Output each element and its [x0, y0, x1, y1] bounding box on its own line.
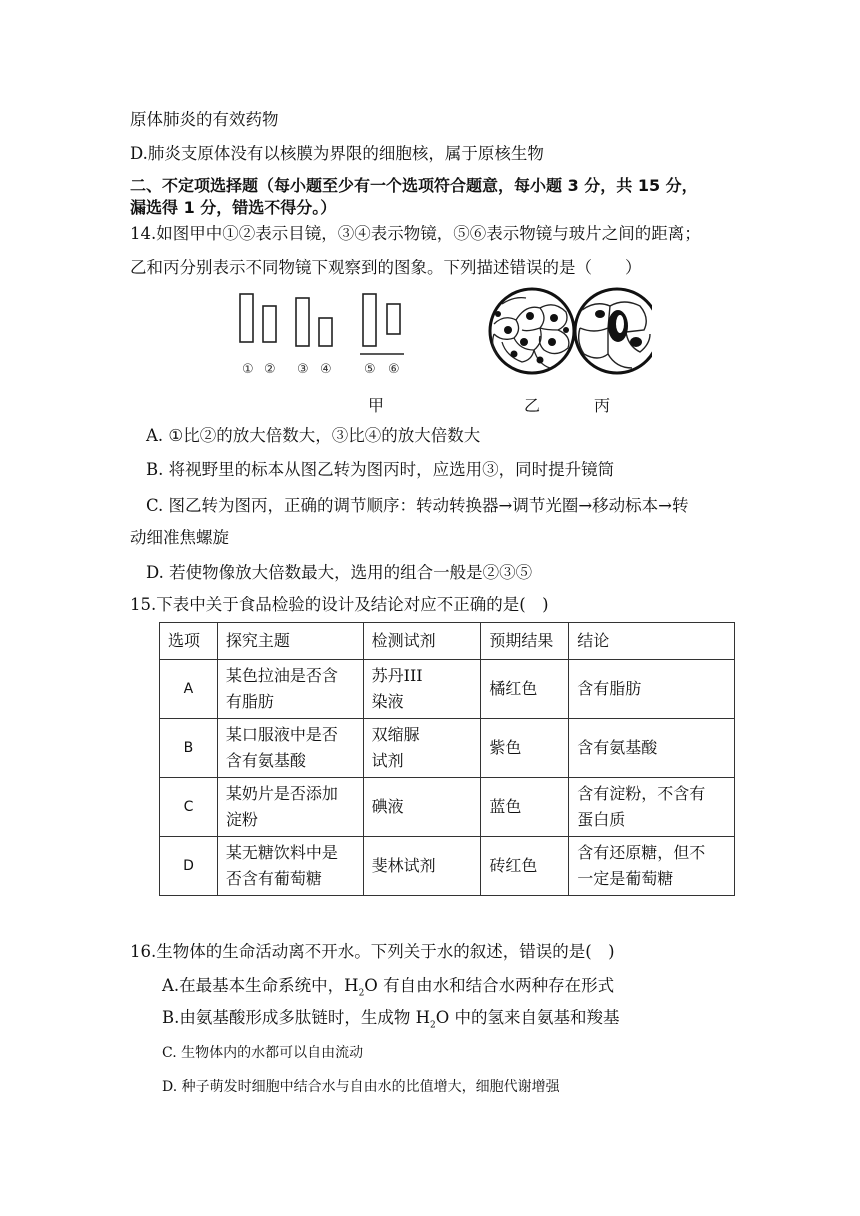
- row-conclusion: 含有淀粉，不含有 蛋白质: [569, 778, 735, 837]
- section-heading-cont: 漏选得 1 分，错选不得分。）: [130, 198, 337, 217]
- lens-label: ①: [242, 362, 254, 377]
- table-header: 检测试剂: [363, 623, 481, 660]
- objective-distance-diagram: [360, 294, 404, 354]
- table-row: [160, 660, 735, 719]
- field-of-view-bing: [575, 289, 652, 373]
- row-reagent: 斐林试剂: [363, 837, 481, 896]
- row-reagent: 双缩脲 试剂: [363, 719, 481, 778]
- q14-option-c: C. 图乙转为图丙，正确的调节顺序：转动转换器→调节光圈→移动标本→转: [146, 496, 689, 515]
- row-result: 蓝色: [481, 778, 569, 837]
- row-topic: 某无糖饮料中是 否含有葡萄糖: [217, 837, 363, 896]
- q14-stem: 14.如图甲中①②表示目镜，③④表示物镜，⑤⑥表示物镜与玻片之间的距离；: [130, 224, 701, 243]
- microscope-figure: [232, 284, 652, 420]
- q16-option-d: D. 种子萌发时细胞中结合水与自由水的比值增大，细胞代谢增强: [162, 1079, 560, 1095]
- row-reagent: 碘液: [363, 778, 481, 837]
- table-row: [160, 778, 735, 837]
- row-reagent: 苏丹III 染液: [363, 660, 481, 719]
- table-row: [160, 719, 735, 778]
- q14-stem-cont: 乙和丙分别表示不同物镜下观察到的图象。下列描述错误的是（ ）: [130, 258, 642, 277]
- table-header: 选项: [160, 623, 218, 660]
- row-result: 紫色: [481, 719, 569, 778]
- section-heading: 二、不定项选择题（每小题至少有一个选项符合题意，每小题 3 分，共 15 分，: [130, 176, 698, 195]
- lens-label: ②: [264, 362, 276, 377]
- label-jia: 甲: [368, 396, 385, 415]
- q14-option-a: A. ①比②的放大倍数大，③比④的放大倍数大: [146, 426, 481, 445]
- objective-lenses: [296, 298, 332, 346]
- row-topic: 某奶片是否添加 淀粉: [217, 778, 363, 837]
- q16-option-a: A.在最基本生命系统中，$H_2O$ 有自由水和结合水两种存在形式: [162, 976, 615, 999]
- row-topic: 某色拉油是否含 有脂肪: [217, 660, 363, 719]
- q14-option-c-cont: 动细准焦螺旋: [130, 528, 229, 547]
- q16-option-b: B.由氨基酸形成多肽链时，生成物 $H_2O$ 中的氢来自氨基和羧基: [162, 1008, 620, 1031]
- table-header: 探究主题: [217, 623, 363, 660]
- q16-stem: 16.生物体的生命活动离不开水。下列关于水的叙述，错误的是( ): [130, 942, 615, 961]
- q14-option-b: B. 将视野里的标本从图乙转为图丙时，应选用③，同时提升镜筒: [146, 460, 615, 479]
- row-option: C: [160, 778, 218, 837]
- lens-label: ③: [297, 362, 309, 377]
- q13-option-d: D.肺炎支原体没有以核膜为界限的细胞核，属于原核生物: [130, 144, 544, 163]
- lens-label: ④: [320, 362, 332, 377]
- row-result: 砖红色: [481, 837, 569, 896]
- q14-option-d: D. 若使物像放大倍数最大，选用的组合一般是②③⑤: [146, 563, 533, 582]
- row-conclusion: 含有氨基酸: [569, 719, 735, 778]
- row-conclusion: 含有脂肪: [569, 660, 735, 719]
- row-option: D: [160, 837, 218, 896]
- row-result: 橘红色: [481, 660, 569, 719]
- q15-stem: 15.下表中关于食品检验的设计及结论对应不正确的是( ): [130, 595, 549, 614]
- row-option: A: [160, 660, 218, 719]
- label-bing: 丙: [594, 396, 611, 415]
- row-conclusion: 含有还原糖，但不 一定是葡萄糖: [569, 837, 735, 896]
- eyepiece-lenses: [240, 294, 276, 342]
- table-header: 结论: [569, 623, 735, 660]
- table-header-row: [160, 623, 735, 660]
- field-of-view-yi: [490, 289, 574, 373]
- food-test-table: [159, 622, 735, 896]
- table-header: 预期结果: [481, 623, 569, 660]
- row-topic: 某口服液中是否 含有氨基酸: [217, 719, 363, 778]
- table-row: [160, 837, 735, 896]
- lens-label: ⑥: [388, 362, 400, 377]
- lens-label: ⑤: [364, 362, 376, 377]
- row-option: B: [160, 719, 218, 778]
- label-yi: 乙: [524, 396, 541, 415]
- q13-text-line: 原体肺炎的有效药物: [130, 110, 279, 129]
- q16-option-c: C. 生物体内的水都可以自由流动: [162, 1045, 364, 1061]
